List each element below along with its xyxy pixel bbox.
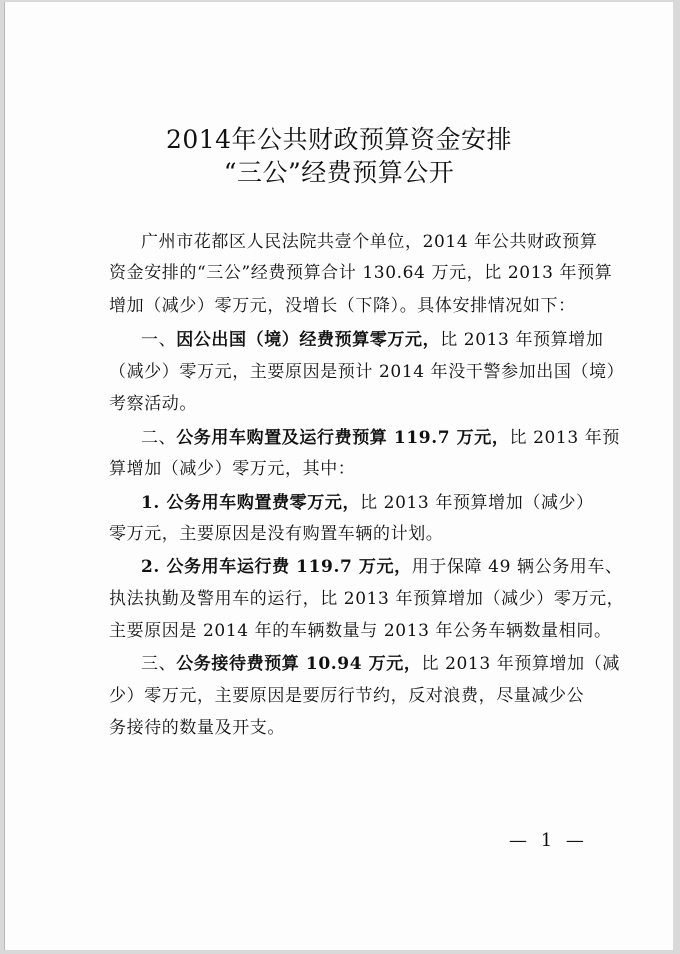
body-text: 主要原因是 2014 年的车辆数量与 2013 年公务车辆数量相同。 xyxy=(109,621,612,641)
body-text: 零万元，主要原因是没有购置车辆的计划。 xyxy=(109,524,444,544)
emphasis-text: 因公出国（境）经费预算零万元， xyxy=(176,330,441,350)
emphasis-text: 公务接待费预算 10.94 万元， xyxy=(176,654,422,674)
emphasis-text: 1. 公务用车购置费零万元， xyxy=(141,493,361,513)
emphasis-text: 2. 公务用车运行费 119.7 万元， xyxy=(141,557,412,577)
body-line xyxy=(109,519,609,544)
body-line xyxy=(109,389,609,414)
emphasis-text: 公务用车购置及运行费预算 119.7 万元， xyxy=(176,428,510,448)
body-text: 一、 xyxy=(141,330,177,350)
body-text: 比 2013 年预 xyxy=(509,428,620,448)
body-text: 考察活动。 xyxy=(109,394,197,414)
body-line xyxy=(109,616,612,641)
page-number: — 1 — xyxy=(509,830,588,851)
body-line xyxy=(109,357,625,382)
body-text: 执法执勤及警用车的运行，比 2013 年预算增加（减少）零万元， xyxy=(109,589,625,609)
body-line xyxy=(141,488,609,513)
title-line-2: “三公”经费预算公开 xyxy=(223,158,455,187)
body-text: 二、 xyxy=(141,428,177,448)
body-line xyxy=(141,423,620,448)
body-text: 少）零万元，主要原因是要厉行节约，反对浪费，尽量减少公 xyxy=(109,686,585,706)
body-text: 广州市花都区人民法院共壹个单位，2014 年公共财政预算 xyxy=(141,232,598,252)
body-text: 增加（减少）零万元，没增长（下降）。具体安排情况如下： xyxy=(109,296,576,316)
body-text: 用于保障 49 辆公务用车、 xyxy=(411,557,623,577)
body-line xyxy=(141,227,609,252)
body-line xyxy=(109,681,609,706)
title-line-1: 2014年公共财政预算资金安排 xyxy=(165,125,513,154)
body-line xyxy=(109,291,609,316)
body-text: 资金安排的“三公”经费预算合计 130.64 万元，比 2013 年预算 xyxy=(109,263,613,283)
body-text: 比 2013 年预算增加（减少） xyxy=(360,493,594,513)
body-text: 算增加（减少）零万元，其中： xyxy=(109,459,356,479)
body-text: 比 2013 年预算增加（减 xyxy=(421,654,620,674)
body-line xyxy=(141,325,609,350)
body-line xyxy=(109,713,609,738)
body-text: （减少）零万元，主要原因是预计 2014 年没干警参加出国（境） xyxy=(109,362,625,382)
body-line xyxy=(141,649,620,674)
body-line xyxy=(109,258,613,283)
document-page xyxy=(4,2,673,950)
body-line xyxy=(141,552,623,577)
body-text: 比 2013 年预算增加 xyxy=(440,330,604,350)
body-line xyxy=(109,454,609,479)
body-line xyxy=(109,584,625,609)
body-text: 三、 xyxy=(141,654,177,674)
body-text: 务接待的数量及开支。 xyxy=(109,718,285,738)
